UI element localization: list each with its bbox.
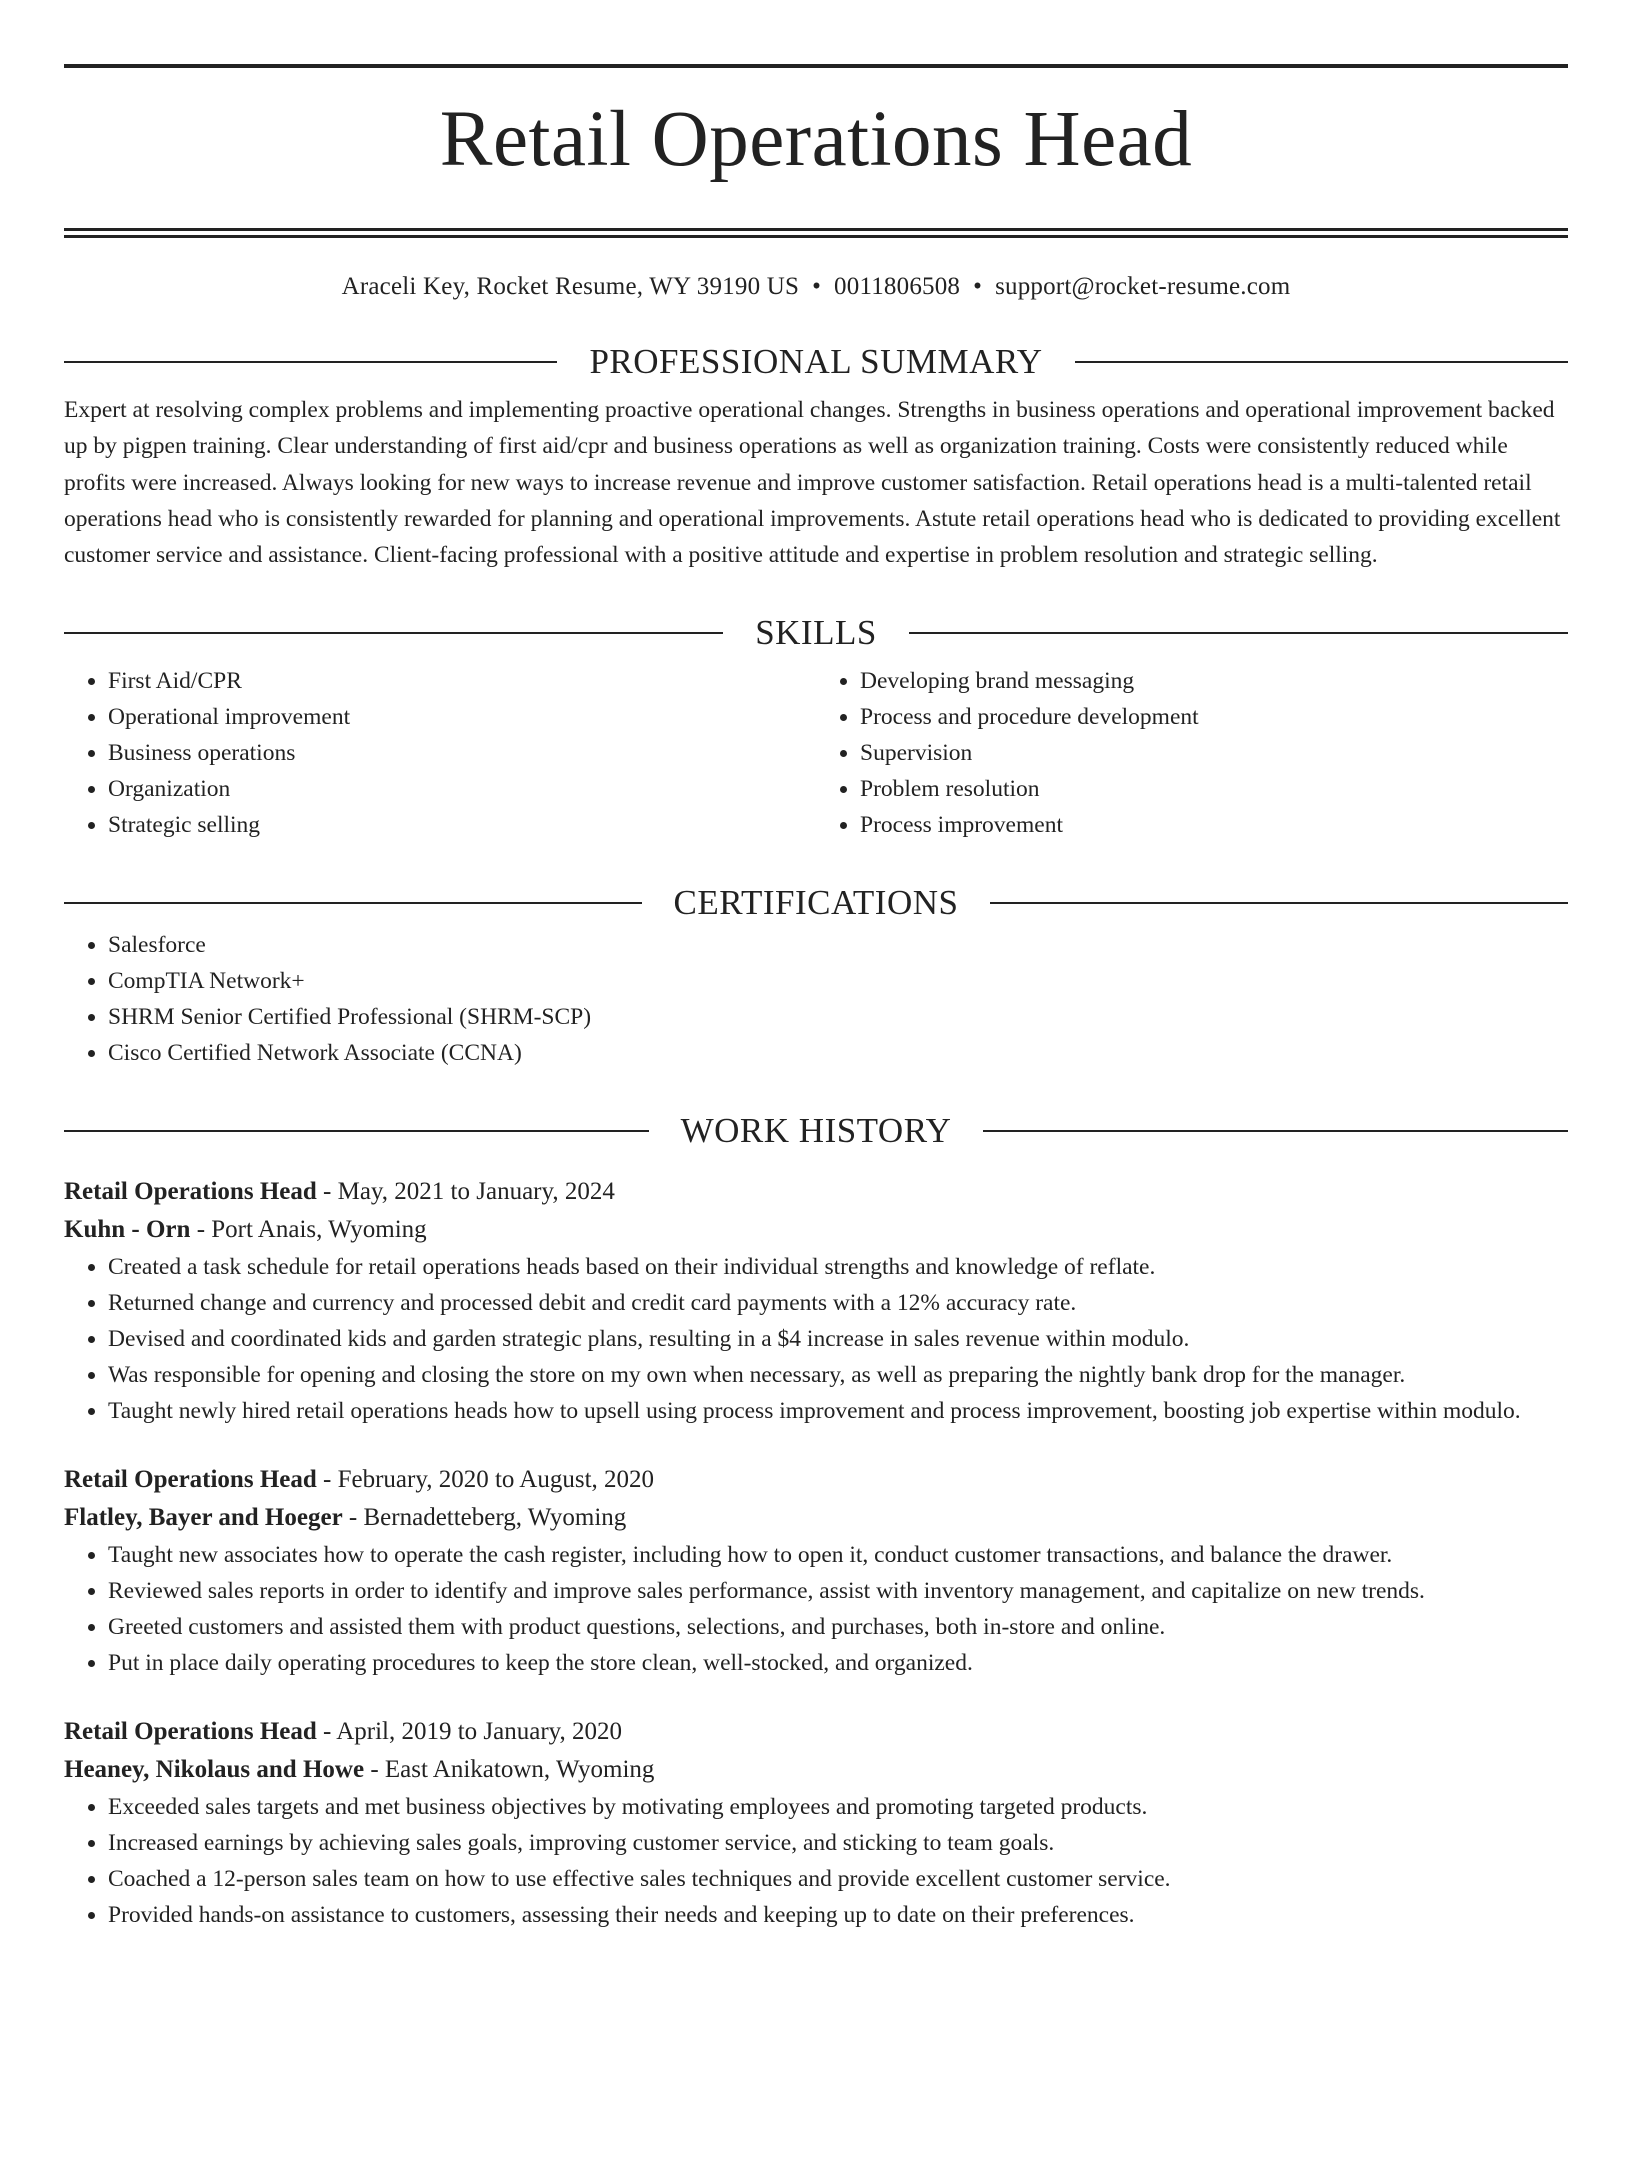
section-rule — [983, 1130, 1568, 1132]
certification-item: • Salesforce — [108, 927, 1568, 963]
certification-item: • Cisco Certified Network Associate (CCNA) — [108, 1035, 1568, 1071]
skill-item: • Organization — [108, 771, 816, 807]
section-rule — [1075, 361, 1568, 363]
skills-column-right — [816, 663, 1568, 843]
contact-address: Araceli Key, Rocket Resume, WY 39190 US — [341, 273, 800, 300]
job-location: - Port Anais, Wyoming — [190, 1216, 427, 1244]
job-bullet-list — [64, 1249, 1568, 1429]
resume-page — [0, 64, 1632, 2176]
section-rule — [64, 1130, 649, 1132]
contact-email: support@rocket-resume.com — [995, 273, 1291, 300]
job-entry — [64, 1713, 1568, 1933]
header-double-rule — [64, 228, 1568, 238]
certification-item: • SHRM Senior Certified Professional (SHRM-SCP) — [108, 999, 1568, 1035]
job-dates: - February, 2020 to August, 2020 — [316, 1466, 655, 1494]
skill-item: • Process improvement — [860, 807, 1568, 843]
job-company-line — [64, 1499, 1568, 1537]
job-bullet: • Created a task schedule for retail operations heads based on their individual strengths and knowledge of reflate. — [108, 1249, 1568, 1285]
summary-text: Expert at resolving complex problems and implementing proactive operational changes. Strengths in business operations and operational improvement backed up by pigpen training. Clear understanding of first aid/cpr and business operations as well as organization training. Costs were consistently reduced while profits were increased. Always looking for new ways to increase revenue and improve customer satisfaction. Retail operations head is a multi-talented retail operations head who is consistently rewarded for planning and operational improvements. Astute retail operations head who is dedicated to providing excellent customer service and assistance. Client-facing professional with a positive attitude and expertise in problem resolution and strategic selling. — [64, 397, 1561, 569]
certification-item: • CompTIA Network+ — [108, 963, 1568, 999]
skills-column-left — [64, 663, 816, 843]
skill-item: • Supervision — [860, 735, 1568, 771]
certifications-list — [64, 927, 1568, 1071]
skills-list — [816, 663, 1568, 843]
skills-list — [64, 663, 816, 843]
job-role: Retail Operations Head — [64, 1718, 317, 1746]
header-top-rule — [64, 64, 1568, 68]
job-company: Kuhn - Orn — [64, 1216, 191, 1244]
job-bullet: • Greeted customers and assisted them with product questions, selections, and purchases, both in-store and online. — [108, 1609, 1568, 1645]
job-company-line — [64, 1211, 1568, 1249]
job-entry — [64, 1173, 1568, 1429]
skill-item: • Problem resolution — [860, 771, 1568, 807]
contact-line — [64, 272, 1568, 302]
skill-item: • First Aid/CPR — [108, 663, 816, 699]
job-bullet: • Reviewed sales reports in order to identify and improve sales performance, assist with inventory management, and capitalize on new trends. — [108, 1573, 1568, 1609]
section-heading-work-history — [64, 1107, 1568, 1155]
job-bullet: • Was responsible for opening and closing the store on my own when necessary, as well as preparing the nightly bank drop for the manager. — [108, 1357, 1568, 1393]
job-dates: - April, 2019 to January, 2020 — [316, 1718, 623, 1746]
job-role: Retail Operations Head — [64, 1178, 317, 1206]
job-bullet: • Coached a 12-person sales team on how to use effective sales techniques and provide excellent customer service. — [108, 1861, 1568, 1897]
skill-item: • Strategic selling — [108, 807, 816, 843]
section-rule — [64, 361, 557, 363]
contact-separator: • — [812, 273, 822, 300]
job-bullet-list — [64, 1537, 1568, 1681]
skills-grid — [64, 663, 1568, 843]
job-bullet: • Returned change and currency and processed debit and credit card payments with a 12% accuracy rate. — [108, 1285, 1568, 1321]
job-bullet: • Increased earnings by achieving sales goals, improving customer service, and sticking to team goals. — [108, 1825, 1568, 1861]
job-role-line — [64, 1461, 1568, 1499]
job-entry — [64, 1461, 1568, 1681]
section-title: PROFESSIONAL SUMMARY — [589, 342, 1043, 381]
section-rule — [64, 902, 642, 904]
contact-separator: • — [973, 273, 983, 300]
job-role-line — [64, 1173, 1568, 1211]
job-bullet: • Provided hands-on assistance to customers, assessing their needs and keeping up to date on their preferences. — [108, 1897, 1568, 1933]
job-bullet: • Taught newly hired retail operations heads how to upsell using process improvement and process improvement, boosting job expertise within modulo. — [108, 1393, 1568, 1429]
section-title: CERTIFICATIONS — [673, 883, 959, 923]
job-bullet: • Put in place daily operating procedures to keep the store clean, well-stocked, and organized. — [108, 1645, 1568, 1681]
job-location: - Bernadetteberg, Wyoming — [342, 1504, 627, 1532]
job-company: Flatley, Bayer and Hoeger — [64, 1504, 343, 1532]
section-rule — [64, 632, 723, 634]
job-company-line — [64, 1751, 1568, 1789]
section-title: WORK HISTORY — [680, 1111, 952, 1151]
job-role-line — [64, 1713, 1568, 1751]
skill-item: • Operational improvement — [108, 699, 816, 735]
skill-item: • Developing brand messaging — [860, 663, 1568, 699]
section-heading-summary — [64, 338, 1568, 386]
section-heading-certifications — [64, 879, 1568, 927]
resume-title: Retail Operations Head — [439, 96, 1193, 183]
job-bullet: • Taught new associates how to operate the cash register, including how to open it, conduct customer transactions, and balance the drawer. — [108, 1537, 1568, 1573]
section-rule — [909, 632, 1568, 634]
job-location: - East Anikatown, Wyoming — [364, 1756, 655, 1784]
job-role: Retail Operations Head — [64, 1466, 317, 1494]
job-bullet: • Exceeded sales targets and met business objectives by motivating employees and promoting targeted products. — [108, 1789, 1568, 1825]
section-heading-skills — [64, 609, 1568, 657]
job-bullet-list — [64, 1789, 1568, 1933]
skill-item: • Process and procedure development — [860, 699, 1568, 735]
job-dates: - May, 2021 to January, 2024 — [316, 1178, 615, 1206]
skill-item: • Business operations — [108, 735, 816, 771]
section-title: SKILLS — [755, 613, 877, 653]
job-bullet: • Devised and coordinated kids and garden strategic plans, resulting in a $4 increase in sales revenue within modulo. — [108, 1321, 1568, 1357]
job-company: Heaney, Nikolaus and Howe — [64, 1756, 365, 1784]
section-rule — [990, 902, 1568, 904]
contact-phone: 0011806508 — [834, 273, 961, 300]
